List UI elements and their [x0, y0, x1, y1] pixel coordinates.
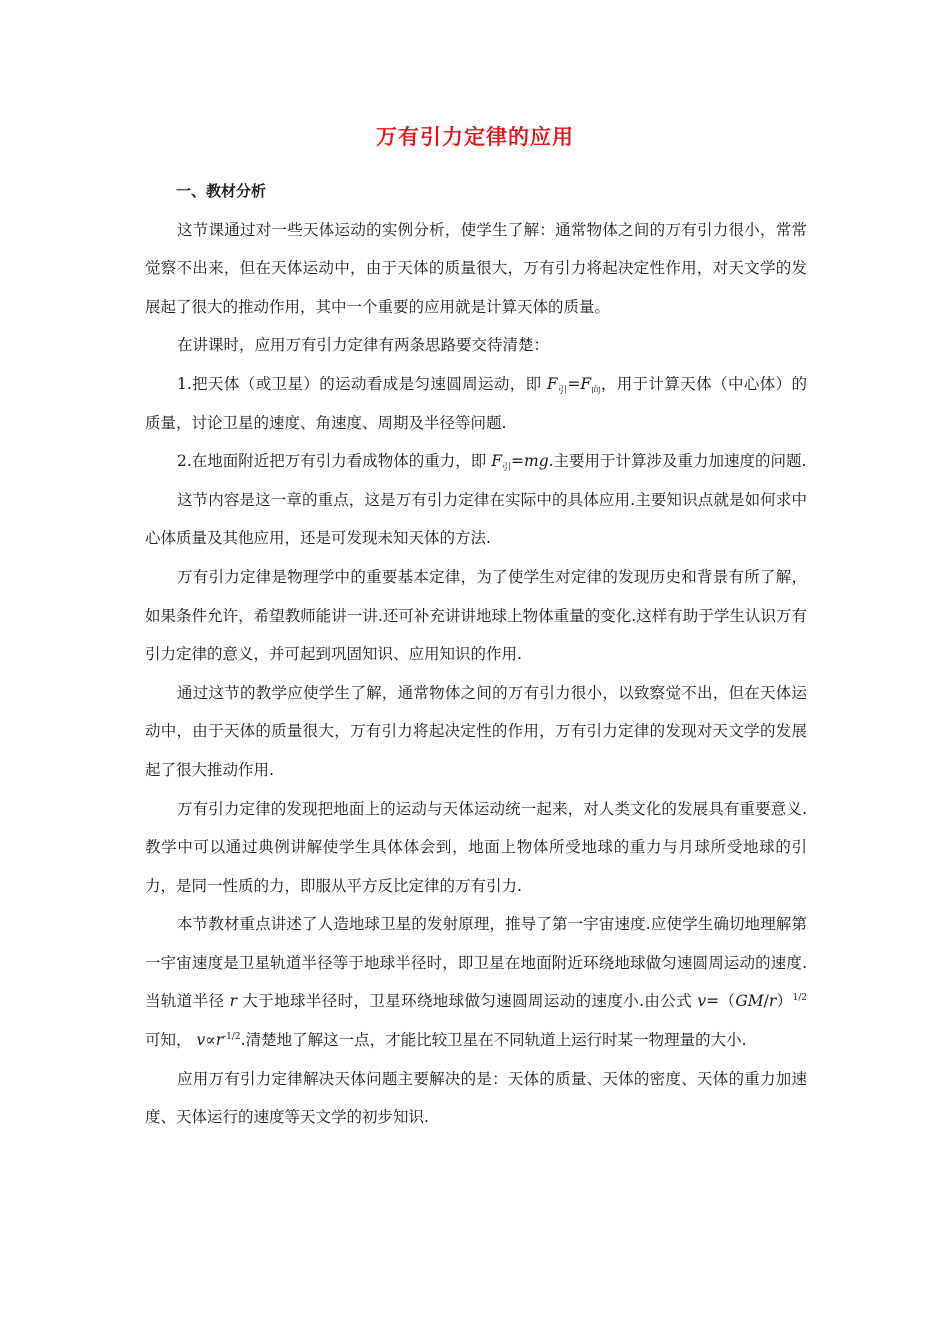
paragraph-5: 这节内容是这一章的重点，这是万有引力定律在实际中的具体应用.主要知识点就是如何求中心体质量及其他应用，还是可发现未知天体的方法.	[145, 490, 807, 548]
formula-exponent: 1/2	[792, 993, 807, 1004]
section-heading: 一、教材分析	[176, 182, 267, 200]
paragraph-3-text-a: 1.把天体（或卫星）的运动看成是匀速圆周运动，即	[177, 374, 547, 393]
formula-part: ）	[776, 992, 793, 1011]
paragraph-6: 万有引力定律是物理学中的重要基本定律，为了使学生对定律的发现历史和背景有所了解，如果条件允许，希望教师能讲一讲.还可补充讲讲地球上物体重量的变化.这样有助于学生认识万有引力定律的意义，并可起到巩固知识、应用知识的作用.	[145, 567, 807, 664]
formula-v: v	[697, 992, 707, 1011]
formula-force-symbol: F	[580, 374, 592, 393]
formula-gm: GM	[735, 992, 764, 1011]
formula-force-symbol: F	[491, 452, 502, 471]
paragraph-1: 这节课通过对一些天体运动的实例分析，使学生了解：通常物体之间的万有引力很小，常常觉察不出来，但在天体运动中，由于天体的质量很大，万有引力将起决定性作用，对天文学的发展起了很大的推动作用，其中一个重要的应用就是计算天体的质量。	[145, 220, 807, 316]
paragraph-3-text-b: ，用于计算天体（中心体）的质量，讨论卫星的速度、角速度、周期及半径等问题.	[145, 374, 807, 432]
formula-r: r	[215, 1031, 224, 1050]
paragraph-9-text-h: .清楚地了解这一点，才能比较卫星在不同轨道上运行时某一物理量的大小.	[240, 1031, 747, 1050]
paragraph-2: 在讲课时，应用万有引力定律有两条思路要交待清楚：	[177, 336, 550, 355]
formula-subscript: 引	[501, 463, 511, 474]
formula-subscript: 引	[557, 386, 568, 397]
formula-part: =（	[706, 992, 736, 1011]
paragraph-4-text-a: 2.在地面附近把万有引力看成物体的重力，即	[177, 452, 492, 471]
formula-r: r	[768, 992, 777, 1011]
formula-r: r	[229, 992, 238, 1011]
paragraph-9	[145, 905, 807, 1059]
formula-proportional: ∝	[205, 1031, 216, 1050]
paragraph-4-text-b: .主要用于计算涉及重力加速度的问题.	[548, 452, 807, 471]
paragraph-9-text-f: 可知，	[145, 1031, 197, 1050]
formula-exponent: -1/2	[223, 1031, 241, 1042]
formula-equals: =	[511, 452, 524, 471]
formula-slash: /	[763, 992, 769, 1011]
paragraph-3	[145, 365, 807, 442]
formula-subscript: 向	[591, 386, 601, 397]
page-title: 万有引力定律的应用	[376, 124, 574, 149]
paragraph-8: 万有引力定律的发现把地面上的运动与天体运动统一起来，对人类文化的发展具有重要意义.教学中可以通过典例讲解使学生具体体会到，地面上物体所受地球的重力与月球所受地球的引力，是同一性质的力，即服从平方反比定律的万有引力.	[145, 799, 807, 895]
paragraph-4	[145, 442, 807, 481]
formula-v: v	[196, 1031, 206, 1050]
formula-force-symbol: F	[546, 374, 558, 393]
paragraph-9-text-a: 本节教材重点讲述了人造地球卫星的发射原理，推导了第一宇宙速度.应使学生确切地理解第一宇宙速度是卫星轨道半径等于地球半径时，即卫星在地面附近环绕地球做匀速圆周运动的速度.当轨道半径	[145, 915, 807, 1011]
paragraph-7: 通过这节的教学应使学生了解，通常物体之间的万有引力很小，以致察觉不出，但在天体运动中，由于天体的质量很大，万有引力将起决定性的作用，万有引力定律的发现对天文学的发展起了很大推动作用.	[145, 683, 807, 779]
paragraph-10: 应用万有引力定律解决天体问题主要解决的是：天体的质量、天体的密度、天体的重力加速度、天体运行的速度等天文学的初步知识.	[145, 1069, 807, 1127]
formula-mg: mg	[524, 452, 549, 471]
paragraph-9-text-b: 大于地球半径时，卫星环绕地球做匀速圆周运动的速度小.由公式	[237, 992, 698, 1011]
document-body	[145, 172, 807, 1137]
formula-equals: =	[567, 374, 581, 393]
